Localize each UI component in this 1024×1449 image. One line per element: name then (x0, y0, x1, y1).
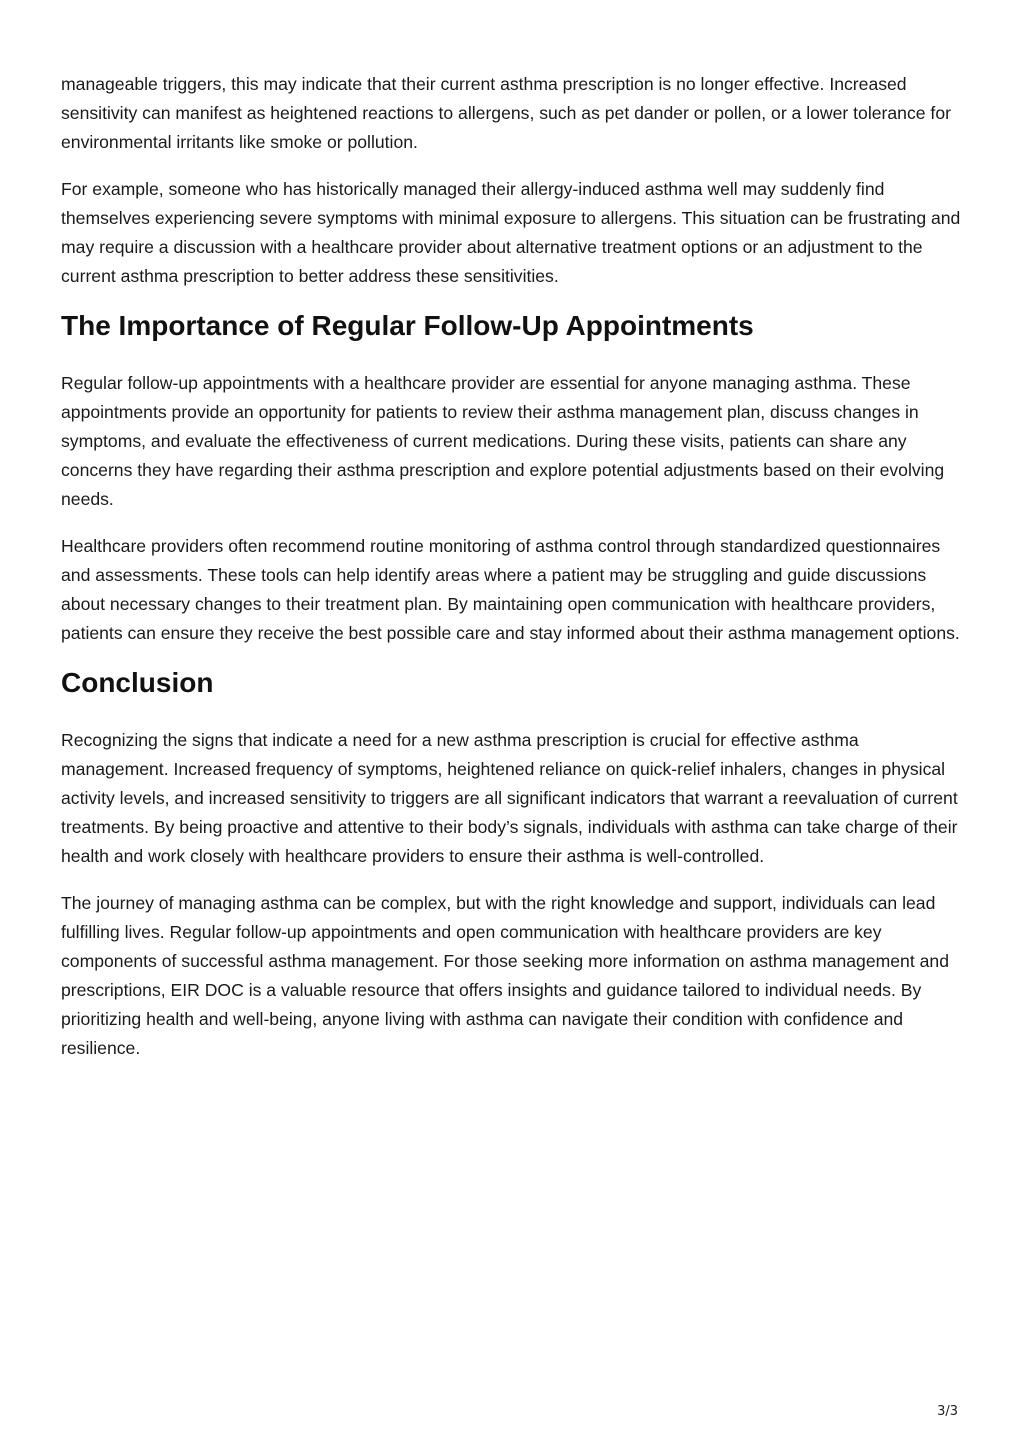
document-body (61, 70, 966, 1081)
paragraph-conclusion-1: Recognizing the signs that indicate a need for a new asthma prescription is crucial for effective asthma management. Increased frequency of symptoms, heightened reliance on quick-relief inhalers, changes in physical activity levels, and increased sensitivity to triggers are all significant indicators that warrant a reevaluation of current treatments. By being proactive and attentive to their body’s signals, individuals with asthma can take charge of their health and work closely with healthcare providers to ensure their asthma is well-controlled. (61, 730, 958, 866)
paragraph-intro-2: For example, someone who has historically managed their allergy-induced asthma well may suddenly find themselves experiencing severe symptoms with minimal exposure to allergens. This situation can be frustrating and may require a discussion with a healthcare provider about alternative treatment options or an adjustment to the current asthma prescription to better address these sensitivities. (61, 179, 961, 286)
paragraph-conclusion-2: The journey of managing asthma can be complex, but with the right knowledge and support, individuals can lead fulfilling lives. Regular follow-up appointments and open communication with healthcare providers are key components of successful asthma management. For those seeking more information on asthma management and prescriptions, EIR DOC is a valuable resource that offers insights and guidance tailored to individual needs. By prioritizing health and well-being, anyone living with asthma can navigate their condition with confidence and resilience. (61, 893, 949, 1058)
paragraph-followup-1: Regular follow-up appointments with a healthcare provider are essential for anyone managing asthma. These appointments provide an opportunity for patients to review their asthma management plan, discuss changes in symptoms, and evaluate the effectiveness of current medications. During these visits, patients can share any concerns they have regarding their asthma prescription and explore potential adjustments based on their evolving needs. (61, 373, 945, 509)
heading-conclusion: Conclusion (61, 667, 214, 698)
page-number: 3/3 (937, 1404, 958, 1419)
paragraph-intro-1: manageable triggers, this may indicate that their current asthma prescription is no longer effective. Increased sensitivity can manifest as heightened reactions to allergens, such as pet dander or pollen, or a lower tolerance for environmental irritants like smoke or pollution. (61, 74, 951, 152)
heading-followup: The Importance of Regular Follow-Up Appointments (61, 310, 754, 341)
paragraph-followup-2: Healthcare providers often recommend routine monitoring of asthma control through standardized questionnaires and assessments. These tools can help identify areas where a patient may be struggling and guide discussions about necessary changes to their treatment plan. By maintaining open communication with healthcare providers, patients can ensure they receive the best possible care and stay informed about their asthma management options. (61, 536, 960, 643)
